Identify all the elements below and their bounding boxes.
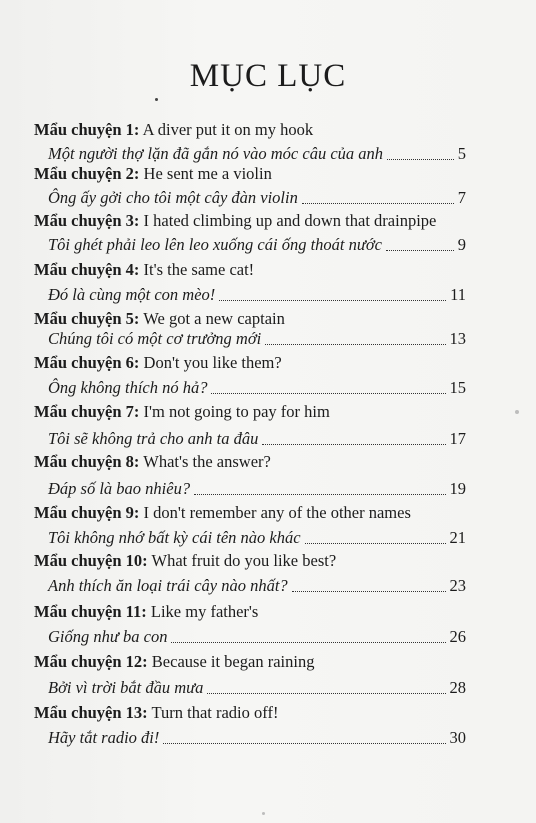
entry-label: Mẩu chuyện 1: [34,120,140,139]
entry-label: Mẩu chuyện 10: [34,551,148,570]
leader-dots [207,692,445,694]
entry-english-title: I'm not going to pay for him [143,402,330,421]
entry-label: Mẩu chuyện 4: [34,260,140,279]
entry-english-title: Like my father's [150,602,259,621]
entry-page-number: 17 [449,429,466,448]
entry-label: Mẩu chuyện 3: [34,211,140,230]
entry-vietnamese-title: Đáp số là bao nhiêu? [48,479,191,498]
entry-page-number: 7 [457,188,466,207]
entry-english-title: Because it began raining [151,652,315,671]
entry-page-number: 5 [457,144,466,163]
leader-dots [219,299,446,301]
entry-page-number: 21 [449,528,466,547]
entry-page-number: 30 [449,728,466,747]
entry-label: Mẩu chuyện 5: [34,309,140,328]
entry-label: Mẩu chuyện 12: [34,652,148,671]
entry-english-title: Turn that radio off! [151,703,279,722]
leader-dots [211,392,445,394]
entry-vietnamese-title: Ông không thích nó hả? [48,378,208,397]
entry-page-number: 13 [449,329,466,348]
entry-english-title: I don't remember any of the other names [143,503,411,522]
entry-vietnamese-title: Giống như ba con [48,627,168,646]
entry-english-title: What fruit do you like best? [151,551,337,570]
entry-vietnamese-title: Tôi ghét phải leo lên leo xuống cái ống thoát nước [48,235,383,254]
entry-vietnamese-title: Hãy tắt radio đi! [48,728,160,747]
entry-english-title: Don't you like them? [143,353,282,372]
entry-english-title: We got a new captain [143,309,285,328]
page-title: MỤC LỤC [189,58,347,94]
leader-dots [194,493,445,495]
entry-vietnamese-title: Anh thích ăn loại trái cây nào nhất? [48,576,288,595]
leader-dots [387,158,454,160]
entry-page-number: 23 [449,576,466,595]
leader-dots [386,249,454,251]
entry-page-number: 11 [450,285,466,304]
entry-page-number: 26 [449,627,466,646]
entry-label: Mẩu chuyện 6: [34,353,140,372]
entry-label: Mẩu chuyện 8: [34,452,140,471]
entry-label: Mẩu chuyện 9: [34,503,140,522]
entry-vietnamese-title: Chúng tôi có một cơ trưởng mới [48,329,262,348]
leader-dots [302,202,454,204]
leader-dots [163,742,445,744]
entry-english-title: What's the answer? [143,452,271,471]
leader-dots [262,443,445,445]
entry-english-title: I hated climbing up and down that drainpipe [143,211,437,230]
entry-vietnamese-title: Ông ấy gởi cho tôi một cây đàn violin [48,188,298,207]
entry-label: Mẩu chuyện 7: [34,402,140,421]
paper-speck [262,812,265,815]
entry-english-title: He sent me a violin [143,164,272,183]
entry-page-number: 15 [449,378,466,397]
entry-vietnamese-title: Tôi sẽ không trả cho anh ta đâu [48,429,259,448]
entry-vietnamese-title: Tôi không nhớ bất kỳ cái tên nào khác [48,528,301,547]
entry-page-number: 28 [449,678,466,697]
entry-page-number: 9 [457,235,466,254]
entry-page-number: 19 [449,479,466,498]
entry-english-title: A diver put it on my hook [142,120,314,139]
leader-dots [171,641,445,643]
leader-dots [265,343,445,345]
leader-dots [292,590,446,592]
entry-vietnamese-title: Bởi vì trời bắt đầu mưa [48,678,204,697]
paper-speck [515,410,519,414]
entry-label: Mẩu chuyện 2: [34,164,140,183]
entry-vietnamese-title: Một người thợ lặn đã gắn nó vào móc câu của anh [48,144,384,163]
entry-english-title: It's the same cat! [143,260,255,279]
entry-label: Mẩu chuyện 13: [34,703,148,722]
entry-label: Mẩu chuyện 11: [34,602,147,621]
leader-dots [305,542,446,544]
entry-vietnamese-title: Đó là cùng một con mèo! [48,285,216,304]
